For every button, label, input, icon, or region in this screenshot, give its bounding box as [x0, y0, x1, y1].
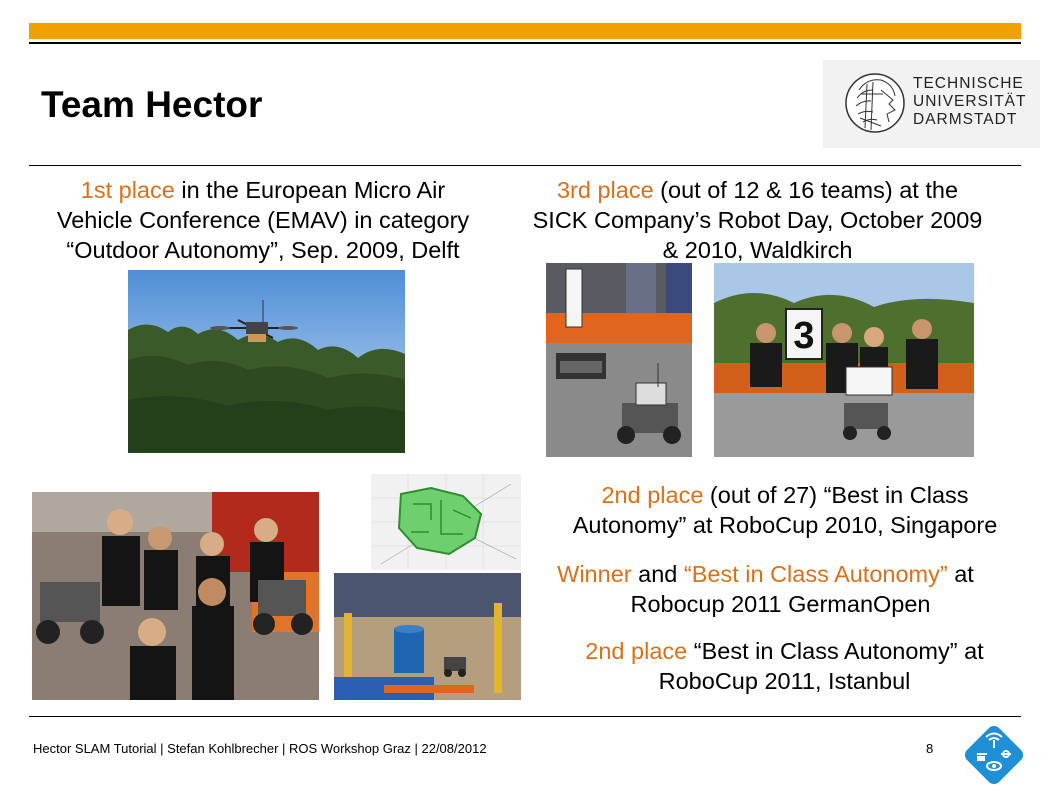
page-number: 8 — [926, 741, 934, 756]
award-germanopen-highlight-category: “Best in Class Autonomy” — [683, 561, 948, 587]
photo-robocup-team — [32, 492, 319, 700]
logo-line-2: UNIVERSITÄT — [913, 93, 1027, 110]
footer-divider — [29, 716, 1021, 717]
award-emav-line3: “Outdoor Autonomy”, Sep. 2009, Delft — [66, 237, 460, 263]
award-sick-highlight: 3rd place — [556, 177, 654, 203]
photo-sick-robot-arena — [546, 263, 692, 457]
award-robocup-2010-line1-rest: (out of 27) “Best in Class — [703, 482, 969, 508]
header-line — [29, 42, 1021, 44]
award-emav-line2: Vehicle Conference (EMAV) in category — [56, 207, 470, 233]
award-sick-line3: & 2010, Waldkirch — [662, 237, 853, 263]
award-robocup-2010-line2: Autonomy” at RoboCup 2010, Singapore — [572, 512, 998, 538]
award-sick-line1-rest: (out of 12 & 16 teams) at the — [653, 177, 959, 203]
award-germanopen-line1-rest: at — [947, 561, 974, 587]
award-istanbul-line1-rest: “Best in Class Autonomy” at — [687, 638, 984, 664]
title-divider — [29, 165, 1021, 166]
page-title: Team Hector — [41, 84, 263, 125]
sign-number: 3 — [793, 315, 815, 357]
award-robocup-2010-line1 — [540, 480, 1030, 510]
award-sick-line1 — [500, 175, 1015, 205]
award-germanopen-mid: and — [631, 561, 684, 587]
award-istanbul — [552, 636, 1017, 696]
footer-text: Hector SLAM Tutorial | Stefan Kohlbrecher | ROS Workshop Graz | 22/08/2012 — [33, 741, 487, 756]
accent-bar — [29, 23, 1021, 39]
award-robocup-2010-highlight: 2nd place — [601, 482, 704, 508]
award-istanbul-line2: RoboCup 2011, Istanbul — [658, 668, 911, 694]
hector-logo-icon — [963, 724, 1025, 786]
award-robocup-2010 — [540, 480, 1030, 540]
award-sick-line2: SICK Company’s Robot Day, October 2009 — [532, 207, 983, 233]
slam-map-image — [371, 474, 521, 570]
award-germanopen-line1 — [528, 559, 1003, 589]
award-istanbul-highlight: 2nd place — [585, 638, 688, 664]
university-name — [913, 75, 1026, 129]
photo-quadrotor-flight — [128, 270, 405, 453]
photo-sick-team-third-place — [714, 263, 974, 457]
award-germanopen-highlight-winner: Winner — [557, 561, 632, 587]
award-emav-line1 — [28, 175, 498, 205]
award-istanbul-line1 — [552, 636, 1017, 666]
award-sick — [500, 175, 1015, 265]
award-germanopen — [528, 559, 1003, 619]
logo-line-3: DARMSTADT — [913, 111, 1018, 128]
award-emav-line1-rest: in the European Micro Air — [174, 177, 446, 203]
logo-line-1: TECHNISCHE — [913, 75, 1024, 92]
award-emav-highlight: 1st place — [80, 177, 175, 203]
photo-robocup-arena — [334, 573, 521, 700]
award-emav — [28, 175, 498, 265]
award-germanopen-line2: Robocup 2011 GermanOpen — [630, 591, 931, 617]
